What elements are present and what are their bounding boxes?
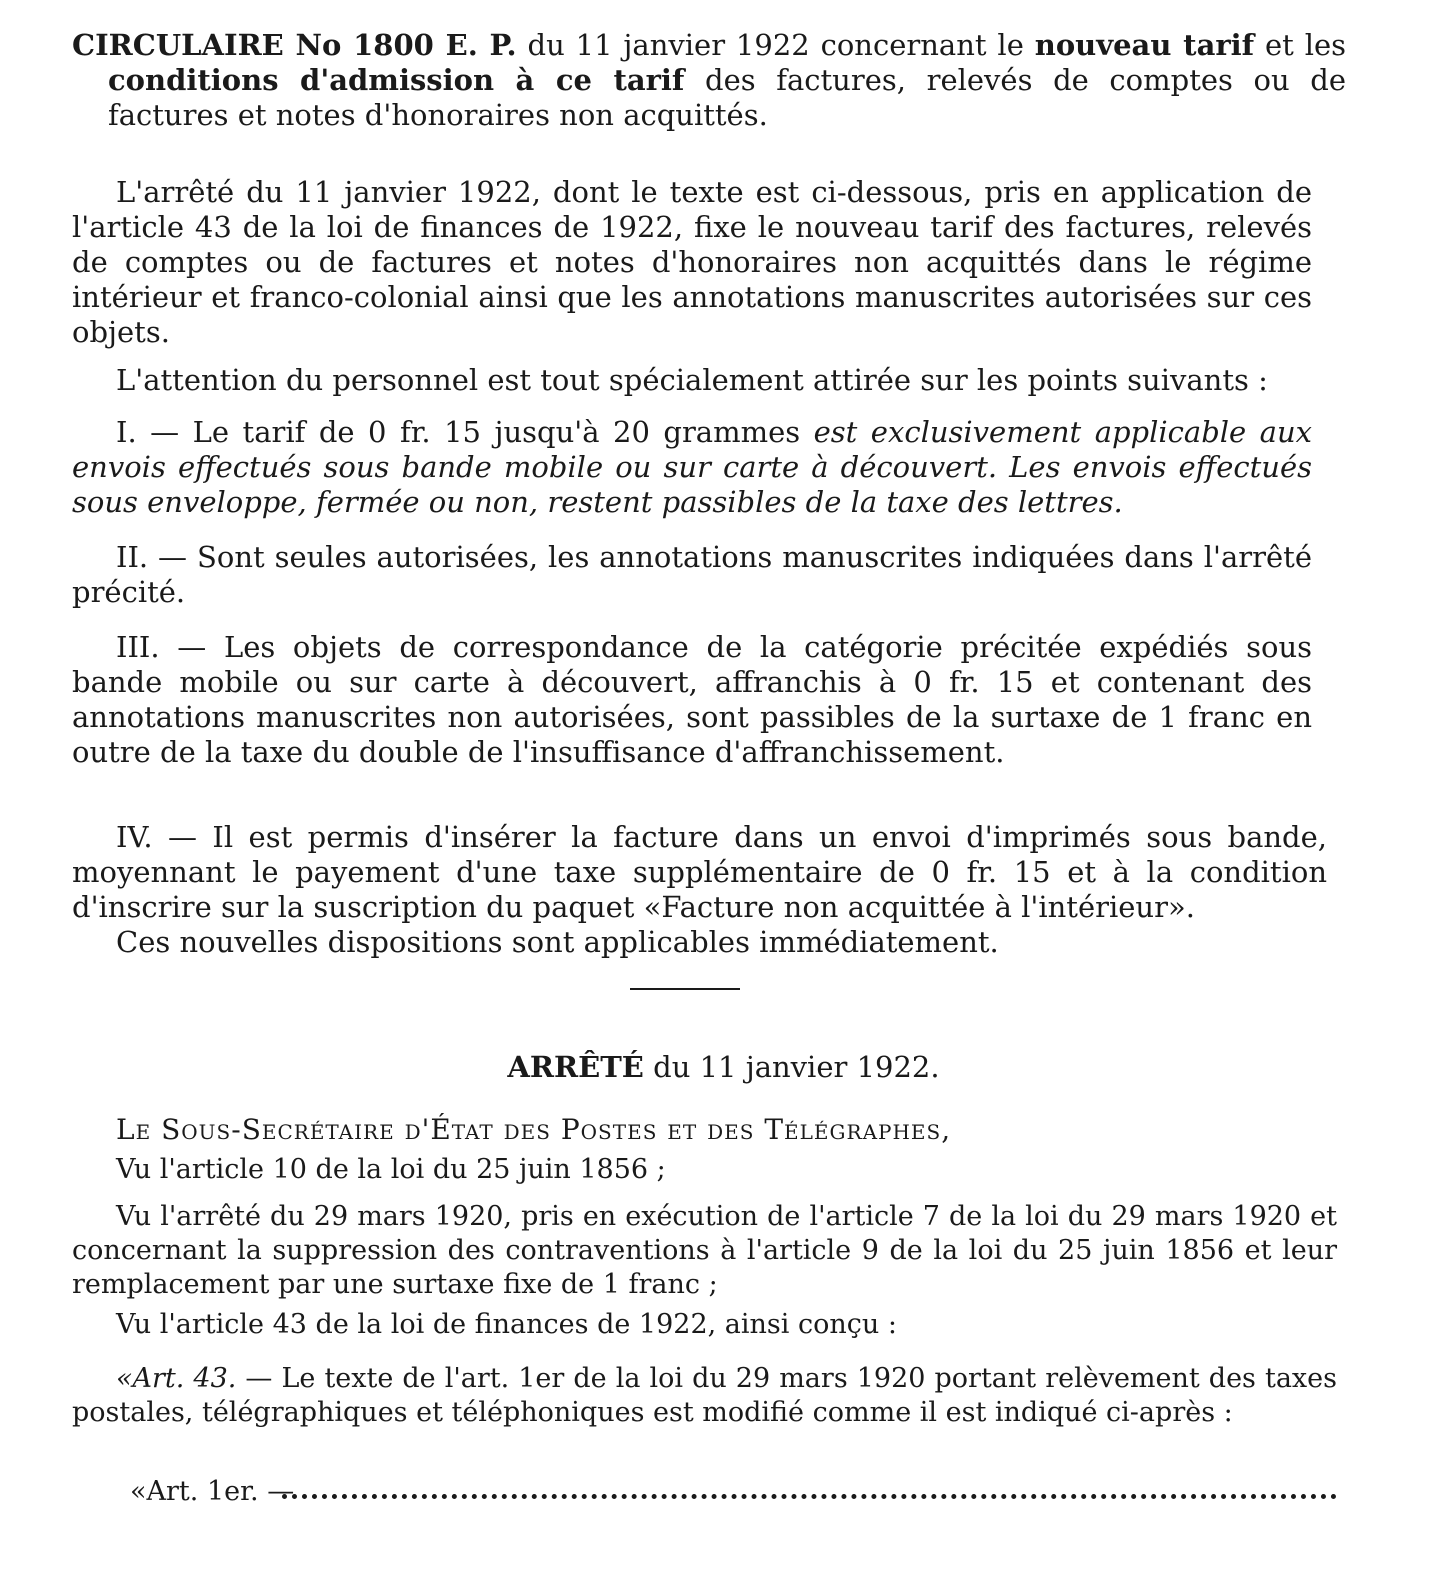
vu-arrete-1920: Vu l'arrêté du 29 mars 1920, pris en exécution de l'article 7 de la loi du 29 mars 1920 et concernant la suppression des contraventions à l'article 9 de la loi du 25 juin 1856 et leur remplacement par une surtaxe fixe de 1 franc ; [72, 1201, 1337, 1300]
dotted-leader [282, 1494, 1337, 1499]
article-43-quote [72, 1362, 1337, 1430]
arrete-title [0, 1050, 1447, 1085]
closing-statement: Ces nouvelles dispositions sont applicables immédiatement. [116, 925, 999, 959]
article-43-text: — Le texte de l'art. 1er de la loi du 29 mars 1920 portant relèvement des taxes postales, télégraphiques et téléphoniques est modifié comme il est indiqué ci-après : [72, 1363, 1337, 1428]
circular-subject-bold-2: conditions d'admission à ce tarif [108, 63, 685, 97]
point-iii: III. — Les objets de correspondance de la catégorie précitée expédiés sous bande mobile ou sur carte à découvert, affranchis à 0 fr. 15 et contenant des annotations manuscrites non autorisées, sont passibles de la surtaxe de 1 franc en outre de la taxe du double de l'insuffisance d'affranchissement. [72, 630, 1312, 769]
circular-subject-plain-1: et les [1254, 28, 1347, 62]
point-i-text: I. — Le tarif de 0 fr. 15 jusqu'à 20 grammes [116, 415, 814, 449]
circular-heading [72, 28, 1346, 133]
circular-subject-bold-1: nouveau tarif [1034, 28, 1255, 62]
arrete-title-bold: ARRÊTÉ [507, 1050, 644, 1084]
article-43-label: «Art. 43. [116, 1363, 237, 1394]
arrete-authority: Le Sous-Secrétaire d'État des Postes et des Télégraphes, [116, 1113, 952, 1146]
point-ii: II. — Sont seules autorisées, les annotations manuscrites indiquées dans l'arrêté précité. [72, 540, 1312, 609]
circular-date: du 11 janvier 1922 concernant le [516, 28, 1035, 62]
vu-article-43: Vu l'article 43 de la loi de finances de 1922, ainsi conçu : [116, 1309, 897, 1340]
vu-article-10: Vu l'article 10 de la loi du 25 juin 1856 ; [116, 1154, 666, 1185]
attention-paragraph: L'attention du personnel est tout spécialement attirée sur les points suivants : [116, 363, 1268, 397]
point-iv: IV. — Il est permis d'insérer la facture dans un envoi d'imprimés sous bande, moyennant le payement d'une taxe supplémentaire de 0 fr. 15 et à la condition d'inscrire sur la suscription du paquet «Facture non acquittée à l'intérieur». [72, 820, 1327, 924]
section-divider [630, 988, 740, 990]
point-i-italic: est exclusivement applicable aux envois effectués sous bande mobile ou sur carte à découvert. Les envois effectués sous enveloppe, fermée ou non, restent passibles de la taxe des lettres. [72, 415, 1312, 519]
circular-number: CIRCULAIRE No 1800 E. P. [72, 28, 517, 62]
point-i [72, 415, 1312, 520]
intro-paragraph: L'arrêté du 11 janvier 1922, dont le texte est ci-dessous, pris en application de l'article 43 de la loi de finances de 1922, fixe le nouveau tarif des factures, relevés de comptes ou de factures et notes d'honoraires non acquittés dans le régime intérieur et franco-colonial ainsi que les annotations manuscrites autorisées sur ces objets. [72, 175, 1312, 349]
circular-subject-plain-2: des factures, relevés de comptes ou de factures et notes d'honoraires non acquittés. [108, 63, 1346, 132]
arrete-title-date: du 11 janvier 1922. [643, 1050, 940, 1084]
article-1-label: «Art. 1er. — [130, 1476, 295, 1507]
